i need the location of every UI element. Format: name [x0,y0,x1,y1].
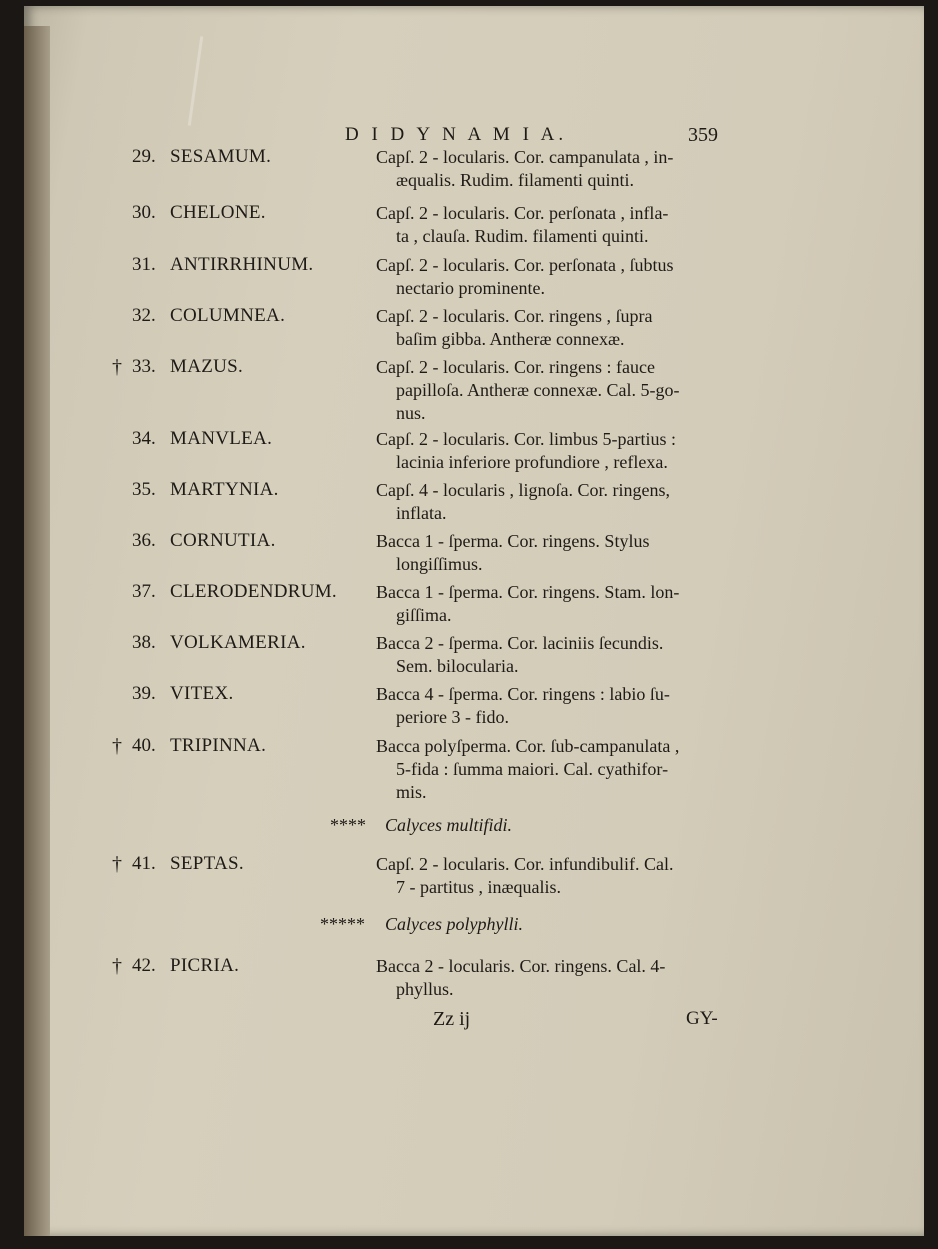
genus-name: SESAMUM. [170,146,272,167]
description-line: mis. [396,782,427,802]
entry-number: 37. [132,581,156,602]
genus-name: CORNUTIA. [170,530,276,551]
description-line: Capſ. 2 - locularis. Cor. perſonata , ſubtus [376,255,674,275]
description-line: Bacca 4 - ſperma. Cor. ringens : labio ſu- [376,684,670,704]
genus-description [376,853,736,899]
description-line: giſſima. [396,605,452,625]
entry-number: 40. [132,735,156,756]
description-line: longiſſimus. [396,554,483,574]
genus-description [376,955,736,1001]
genus-name: VOLKAMERIA. [170,632,306,653]
section-stars: **** [330,815,366,835]
entry-number: 34. [132,428,156,449]
description-line: æqualis. Rudim. filamenti quinti. [396,170,634,190]
description-line: Bacca 1 - ſperma. Cor. ringens. Stylus [376,531,650,551]
description-line: 5-fida : ſumma maiori. Cal. cyathifor- [396,759,669,779]
entry-number: 31. [132,254,156,275]
dagger-mark: † [112,853,122,875]
genus-description [376,428,736,474]
dagger-mark: † [112,735,122,757]
entry-number: 42. [132,955,156,976]
entry-number: 41. [132,853,156,874]
genus-name: PICRIA. [170,955,240,976]
genus-description [376,735,736,804]
description-line: Capſ. 2 - locularis. Cor. campanulata , in- [376,147,674,167]
genus-description [376,356,736,425]
genus-description [376,202,736,248]
description-line: lacinia inferiore profundiore , reflexa. [396,452,668,472]
page-footer [0,1008,938,1034]
description-line: Capſ. 2 - locularis. Cor. infundibulif. Cal. [376,854,674,874]
genus-description [376,305,736,351]
genus-name: MANVLEA. [170,428,273,449]
entry-number: 30. [132,202,156,223]
genus-name: COLUMNEA. [170,305,286,326]
paper-crease [188,36,203,126]
genus-name: CLERODENDRUM. [170,581,337,602]
genus-name: VITEX. [170,683,234,704]
genus-name: ANTIRRHINUM. [170,254,314,275]
running-title: D I D Y N A M I A. [345,124,568,145]
description-line: ta , clauſa. Rudim. filamenti quinti. [396,226,649,246]
genus-name: MARTYNIA. [170,479,279,500]
description-line: inflata. [396,503,447,523]
genus-description [376,146,736,192]
description-line: Bacca 2 - locularis. Cor. ringens. Cal. 4- [376,956,666,976]
section-stars: ***** [320,914,365,934]
genus-description [376,530,736,576]
genus-name: TRIPINNA. [170,735,267,756]
genus-description [376,683,736,729]
genus-description [376,479,736,525]
signature-mark: Zz ij [433,1008,471,1030]
catchword: GY- [686,1008,718,1029]
entry-number: 35. [132,479,156,500]
description-line: Capſ. 2 - locularis. Cor. ringens , ſupra [376,306,653,326]
description-line: nectario prominente. [396,278,545,298]
genus-name: MAZUS. [170,356,244,377]
description-line: Capſ. 2 - locularis. Cor. perſonata , infla- [376,203,669,223]
page-binding-edge [24,26,50,1236]
description-line: Bacca polyſperma. Cor. ſub-campanulata , [376,736,680,756]
genus-name: SEPTAS. [170,853,244,874]
description-line: nus. [396,403,426,423]
entry-number: 32. [132,305,156,326]
description-line: Bacca 2 - ſperma. Cor. laciniis ſecundis. [376,633,664,653]
entry-number: 36. [132,530,156,551]
description-line: 7 - partitus , inæqualis. [396,877,561,897]
description-line: phyllus. [396,979,454,999]
entry-number: 39. [132,683,156,704]
description-line: baſim gibba. Antheræ connexæ. [396,329,625,349]
description-line: Capſ. 2 - locularis. Cor. ringens : fauce [376,357,655,377]
genus-description [376,254,736,300]
entry-number: 33. [132,356,156,377]
description-line: papilloſa. Antheræ connexæ. Cal. 5-go- [396,380,680,400]
entry-number: 38. [132,632,156,653]
section-label: Calyces multifidi. [385,815,512,835]
entry-number: 29. [132,146,156,167]
page-number: 359 [688,124,718,146]
dagger-mark: † [112,356,122,378]
description-line: periore 3 - fido. [396,707,509,727]
genus-description [376,632,736,678]
section-label: Calyces polyphylli. [385,914,523,934]
description-line: Capſ. 4 - locularis , lignoſa. Cor. ringens, [376,480,670,500]
description-line: Capſ. 2 - locularis. Cor. limbus 5-partius : [376,429,676,449]
genus-name: CHELONE. [170,202,266,223]
description-line: Sem. bilocularia. [396,656,519,676]
genus-description [376,581,736,627]
description-line: Bacca 1 - ſperma. Cor. ringens. Stam. lon- [376,582,680,602]
dagger-mark: † [112,955,122,977]
